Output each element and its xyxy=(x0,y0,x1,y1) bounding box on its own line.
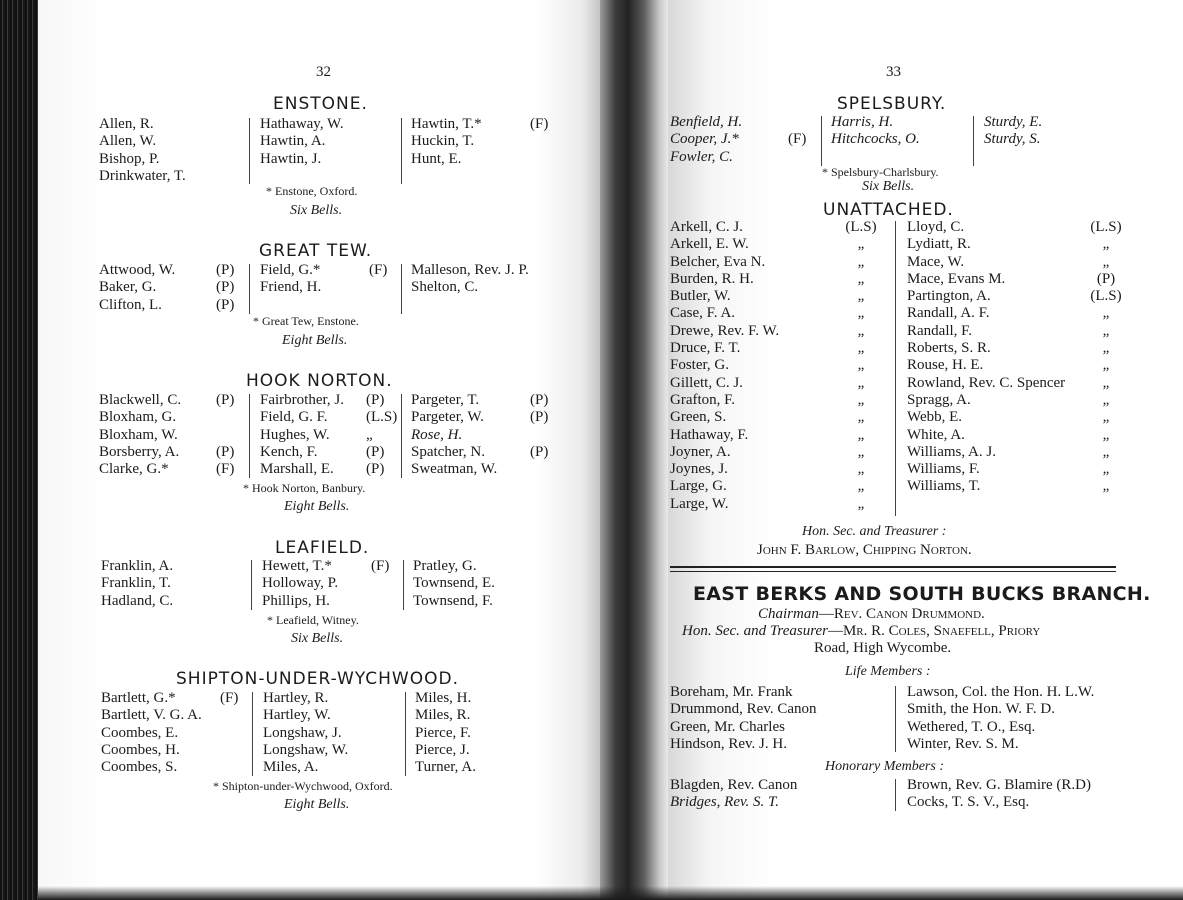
mark: (P) xyxy=(216,262,235,278)
mark: „ xyxy=(1102,478,1110,495)
unattached-secretary-label: Hon. Sec. and Treasurer : xyxy=(802,524,947,539)
list-item: Mace, Evans M. xyxy=(907,270,1006,287)
list-item: Shelton, C. xyxy=(411,279,479,296)
list-item: Fairbrother, J. xyxy=(260,392,344,408)
leafield-note: * Leafield, Witney. xyxy=(267,613,359,627)
list-item: Miles, R. xyxy=(415,707,471,724)
list-item: Pargeter, T. xyxy=(411,392,480,408)
list-item: Lydiatt, R. xyxy=(907,236,971,253)
list-item: Phillips, H. xyxy=(262,592,330,609)
list-item: Bartlett, G.* xyxy=(101,690,176,706)
list-item: Sturdy, E. xyxy=(984,114,1043,130)
list-item: Randall, F. xyxy=(907,322,973,339)
mark: (L.S) xyxy=(1090,219,1122,235)
list-item: Hunt, E. xyxy=(411,150,462,167)
list-item: Hawtin, J. xyxy=(260,150,322,167)
mark: „ xyxy=(857,443,865,460)
list-item: Pierce, J. xyxy=(415,741,470,758)
mark: „ xyxy=(857,305,865,322)
list-item: Williams, A. J. xyxy=(907,443,996,460)
enstone-bells: Six Bells. xyxy=(290,203,343,218)
list-item: Smith, the Hon. W. F. D. xyxy=(907,701,1055,718)
list-item: Bishop, P. xyxy=(99,150,160,167)
list-item: Joynes, J. xyxy=(670,461,728,478)
section-rule xyxy=(670,566,1116,568)
list-item: Roberts, S. R. xyxy=(907,340,991,357)
mark: „ xyxy=(857,478,865,495)
list-item: Friend, H. xyxy=(260,279,322,296)
list-item: Joyner, A. xyxy=(670,443,731,460)
list-item: Green, Mr. Charles xyxy=(670,718,785,735)
column-divider xyxy=(249,264,250,314)
list-item: Miles, A. xyxy=(263,759,319,776)
great-tew-title: GREAT TEW. xyxy=(259,241,373,261)
list-item: Hughes, W. xyxy=(260,426,330,443)
list-item: Field, G.* xyxy=(260,262,321,278)
list-item: Arkell, E. W. xyxy=(670,236,749,253)
column-divider xyxy=(252,692,253,776)
mark: (P) xyxy=(530,392,549,408)
great-tew-col2 xyxy=(260,262,321,297)
mark: „ xyxy=(1102,305,1110,322)
secretary-label: Hon. Sec. and Treasurer xyxy=(682,623,828,639)
branch-chairman xyxy=(758,606,985,623)
hook-norton-bells: Eight Bells. xyxy=(284,499,350,514)
mark: „ xyxy=(857,409,865,426)
spelsbury-col2 xyxy=(831,114,920,149)
list-item: Coombes, H. xyxy=(101,741,180,758)
list-item: Hawtin, A. xyxy=(260,133,326,150)
list-item: Hewett, T.* xyxy=(262,558,332,574)
mark: (F) xyxy=(371,558,390,574)
enstone-note: * Enstone, Oxford. xyxy=(266,184,358,198)
leafield-col1 xyxy=(101,558,173,610)
list-item: Miles, H. xyxy=(415,690,472,706)
leafield-col2 xyxy=(262,558,338,610)
mark: „ xyxy=(1102,426,1110,443)
list-item: Hartley, W. xyxy=(263,707,331,724)
list-item: Pratley, G. xyxy=(413,558,477,574)
mark: „ xyxy=(857,357,865,374)
list-item: Drummond, Rev. Canon xyxy=(670,701,817,718)
list-item: Belcher, Eva N. xyxy=(670,253,766,270)
mark: (P) xyxy=(216,279,235,296)
chairman-name: —Rev. Canon Drummond. xyxy=(818,606,985,622)
list-item: Hadland, C. xyxy=(101,592,174,609)
shipton-col2 xyxy=(263,690,348,776)
hook-norton-title: HOOK NORTON. xyxy=(246,371,393,391)
mark: (L.S) xyxy=(1090,288,1122,305)
list-item: Attwood, W. xyxy=(99,262,176,278)
list-item: Longshaw, J. xyxy=(263,724,342,741)
hook-norton-col1 xyxy=(99,392,181,478)
list-item: Bloxham, W. xyxy=(99,426,178,443)
list-item: Hartley, R. xyxy=(263,690,329,706)
list-item: Cooper, J.* xyxy=(670,131,739,148)
chairman-label: Chairman xyxy=(758,606,819,622)
hook-norton-note: * Hook Norton, Banbury. xyxy=(243,481,366,495)
list-item: Huckin, T. xyxy=(411,133,475,150)
list-item: Druce, F. T. xyxy=(670,340,741,357)
mark: „ xyxy=(1102,391,1110,408)
leafield-marks2 xyxy=(371,558,389,575)
shipton-title: SHIPTON-UNDER-WYCHWOOD. xyxy=(176,669,459,689)
book-gutter xyxy=(600,0,670,900)
list-item: Partington, A. xyxy=(907,288,991,305)
mark: „ xyxy=(857,253,865,270)
mark: (L.S) xyxy=(366,409,398,426)
mark: „ xyxy=(857,236,865,253)
list-item: Hathaway, W. xyxy=(260,116,344,132)
spelsbury-marks1 xyxy=(788,114,806,149)
list-item: Rouse, H. E. xyxy=(907,357,984,374)
unattached-secretary-name: John F. Barlow, Chipping Norton. xyxy=(757,542,972,558)
list-item: Mace, W. xyxy=(907,253,965,270)
mark: „ xyxy=(857,495,865,512)
list-item: Fowler, C. xyxy=(670,148,733,165)
mark: (P) xyxy=(366,392,385,408)
list-item: Williams, F. xyxy=(907,461,980,478)
enstone-marks3 xyxy=(530,116,548,133)
mark: „ xyxy=(366,426,373,443)
shipton-col3 xyxy=(415,690,476,776)
unattached-right-names xyxy=(907,219,1065,496)
list-item: Hathaway, F. xyxy=(670,426,749,443)
great-tew-col1 xyxy=(99,262,175,314)
enstone-title: ENSTONE. xyxy=(273,94,368,114)
mark: (F) xyxy=(369,262,388,278)
shipton-note: * Shipton-under-Wychwood, Oxford. xyxy=(213,779,393,793)
list-item: Allen, R. xyxy=(99,116,154,132)
list-item: White, A. xyxy=(907,426,965,443)
spelsbury-bells: Six Bells. xyxy=(862,179,915,194)
unattached-left-marks xyxy=(843,219,879,513)
great-tew-marks1 xyxy=(216,262,234,314)
life-members-right xyxy=(907,684,1094,753)
column-divider xyxy=(401,118,402,184)
list-item: Large, G. xyxy=(670,478,727,495)
mark: „ xyxy=(857,322,865,339)
list-item: Coombes, S. xyxy=(101,759,178,776)
list-item: Malleson, Rev. J. P. xyxy=(411,262,529,278)
list-item: Rose, H. xyxy=(411,426,463,443)
list-item: Burden, R. H. xyxy=(670,270,754,287)
list-item: Brown, Rev. G. Blamire (R.D) xyxy=(907,777,1091,793)
mark: (P) xyxy=(366,443,385,460)
list-item: Grafton, F. xyxy=(670,391,736,408)
mark: (F) xyxy=(788,131,807,148)
branch-secretary-line2: Road, High Wycombe. xyxy=(814,640,952,656)
list-item: Hawtin, T.* xyxy=(411,116,482,132)
list-item: Townsend, F. xyxy=(413,592,493,609)
secretary-line1: —Mr. R. Coles, Snaefell, Priory xyxy=(827,623,1041,639)
mark: „ xyxy=(1102,322,1110,339)
mark: (P) xyxy=(216,392,235,408)
column-divider xyxy=(403,560,404,610)
honorary-members-label: Honorary Members : xyxy=(825,759,944,774)
list-item: Rowland, Rev. C. Spencer xyxy=(907,374,1066,391)
hook-norton-col3 xyxy=(411,392,497,478)
column-divider xyxy=(249,394,250,478)
list-item: Holloway, P. xyxy=(262,575,339,592)
list-item: Bridges, Rev. S. T. xyxy=(670,794,780,811)
great-tew-col3 xyxy=(411,262,529,297)
mark: „ xyxy=(1102,357,1110,374)
mark xyxy=(530,427,548,444)
hook-norton-marks3 xyxy=(530,392,548,461)
list-item: Longshaw, W. xyxy=(263,741,349,758)
enstone-col2 xyxy=(260,116,344,168)
left-page-number: 32 xyxy=(316,64,331,80)
column-divider xyxy=(895,686,896,752)
great-tew-note: * Great Tew, Enstone. xyxy=(253,314,359,328)
column-divider xyxy=(251,560,252,610)
list-item: Randall, A. F. xyxy=(907,305,990,322)
spelsbury-col1 xyxy=(670,114,742,166)
mark: „ xyxy=(1102,409,1110,426)
unattached-left-names xyxy=(670,219,779,513)
enstone-col3 xyxy=(411,116,482,168)
mark xyxy=(216,409,234,426)
list-item: Spragg, A. xyxy=(907,391,971,408)
mark: „ xyxy=(857,374,865,391)
list-item: Sturdy, S. xyxy=(984,131,1041,148)
list-item: Winter, Rev. S. M. xyxy=(907,735,1019,752)
mark xyxy=(788,114,806,131)
mark: (F) xyxy=(216,461,235,478)
list-item: Harris, H. xyxy=(831,114,894,130)
list-item: Green, S. xyxy=(670,409,727,426)
shipton-col1 xyxy=(101,690,202,776)
mark: „ xyxy=(1102,443,1110,460)
column-divider xyxy=(401,264,402,314)
list-item: Case, F. A. xyxy=(670,305,736,322)
list-item: Franklin, A. xyxy=(101,558,174,574)
list-item: Foster, G. xyxy=(670,357,729,374)
spelsbury-col3 xyxy=(984,114,1042,149)
list-item: Large, W. xyxy=(670,495,729,512)
spelsbury-title: SPELSBURY. xyxy=(837,94,947,114)
list-item: Hindson, Rev. J. H. xyxy=(670,735,787,752)
mark: „ xyxy=(1102,374,1110,391)
unattached-right-marks xyxy=(1086,219,1126,496)
leafield-col3 xyxy=(413,558,495,610)
list-item: Drewe, Rev. F. W. xyxy=(670,322,780,339)
mark: „ xyxy=(857,426,865,443)
mark: (F) xyxy=(220,690,239,706)
list-item: Kench, F. xyxy=(260,443,318,460)
mark: (P) xyxy=(216,443,235,460)
column-divider xyxy=(973,116,974,166)
shipton-marks1 xyxy=(220,690,238,707)
mark: (F) xyxy=(530,116,549,132)
list-item: Pargeter, W. xyxy=(411,409,484,426)
life-members-label: Life Members : xyxy=(845,664,931,679)
branch-title: EAST BERKS AND SOUTH BUCKS BRANCH. xyxy=(693,583,1151,605)
list-item: Lawson, Col. the Hon. H. L.W. xyxy=(907,684,1095,700)
mark: „ xyxy=(857,391,865,408)
mark: „ xyxy=(1102,253,1110,270)
column-divider xyxy=(249,118,250,184)
mark: (L.S) xyxy=(845,219,877,235)
mark: „ xyxy=(1102,236,1110,253)
mark: „ xyxy=(857,461,865,478)
list-item: Williams, T. xyxy=(907,478,981,495)
list-item: Benfield, H. xyxy=(670,114,743,130)
great-tew-bells: Eight Bells. xyxy=(282,333,348,348)
list-item: Borsberry, A. xyxy=(99,443,180,460)
mark: (P) xyxy=(1096,270,1116,287)
list-item: Hitchcocks, O. xyxy=(831,131,920,148)
list-item: Franklin, T. xyxy=(101,575,171,592)
section-rule xyxy=(670,571,1116,572)
spelsbury-note: * Spelsbury-Charlsbury. xyxy=(822,165,939,179)
list-item: Gillett, C. J. xyxy=(670,374,743,391)
mark: „ xyxy=(857,288,865,305)
enstone-col1 xyxy=(99,116,186,185)
life-members-left xyxy=(670,684,817,753)
hook-norton-marks1 xyxy=(216,392,234,478)
list-item: Spatcher, N. xyxy=(411,443,485,460)
column-divider xyxy=(401,394,402,478)
mark: „ xyxy=(857,270,865,287)
hook-norton-col2 xyxy=(260,392,344,478)
mark: (P) xyxy=(530,409,549,426)
list-item: Boreham, Mr. Frank xyxy=(670,684,793,700)
list-item: Townsend, E. xyxy=(413,575,495,592)
list-item: Sweatman, W. xyxy=(411,461,498,478)
column-divider xyxy=(895,221,896,516)
leafield-bells: Six Bells. xyxy=(291,631,344,646)
honorary-members-right xyxy=(907,777,1091,812)
list-item: Clarke, G.* xyxy=(99,461,169,478)
list-item: Cocks, T. S. V., Esq. xyxy=(907,794,1030,811)
page-edges xyxy=(0,0,38,900)
mark: (P) xyxy=(366,461,385,478)
great-tew-marks2 xyxy=(369,262,387,279)
list-item: Marshall, E. xyxy=(260,461,334,478)
column-divider xyxy=(895,779,896,811)
list-item: Bartlett, V. G. A. xyxy=(101,707,202,724)
list-item: Clifton, L. xyxy=(99,296,162,313)
list-item: Pierce, F. xyxy=(415,724,471,741)
list-item: Webb, E. xyxy=(907,409,963,426)
mark: „ xyxy=(1102,340,1110,357)
unattached-title: UNATTACHED. xyxy=(823,200,954,220)
list-item: Blagden, Rev. Canon xyxy=(670,777,798,793)
shipton-bells: Eight Bells. xyxy=(284,797,350,812)
list-item: Field, G. F. xyxy=(260,409,328,426)
list-item: Lloyd, C. xyxy=(907,219,965,235)
branch-secretary xyxy=(682,623,1040,640)
mark: „ xyxy=(1102,461,1110,478)
list-item: Blackwell, C. xyxy=(99,392,182,408)
hook-norton-marks2 xyxy=(366,392,397,478)
honorary-members-left xyxy=(670,777,797,812)
bottom-shadow xyxy=(38,886,1183,900)
list-item: Allen, W. xyxy=(99,133,157,150)
list-item: Drinkwater, T. xyxy=(99,167,186,184)
mark: (P) xyxy=(530,443,549,460)
mark: „ xyxy=(857,340,865,357)
list-item: Bloxham, G. xyxy=(99,409,177,426)
list-item: Coombes, E. xyxy=(101,724,179,741)
mark: (P) xyxy=(216,296,235,313)
column-divider xyxy=(821,116,822,166)
list-item: Baker, G. xyxy=(99,279,157,296)
list-item: Wethered, T. O., Esq. xyxy=(907,718,1036,735)
list-item: Turner, A. xyxy=(415,759,476,776)
list-item: Butler, W. xyxy=(670,288,731,305)
mark xyxy=(216,427,234,444)
leafield-title: LEAFIELD. xyxy=(275,538,370,558)
right-page-number: 33 xyxy=(886,64,901,80)
column-divider xyxy=(405,692,406,776)
list-item: Arkell, C. J. xyxy=(670,219,743,235)
